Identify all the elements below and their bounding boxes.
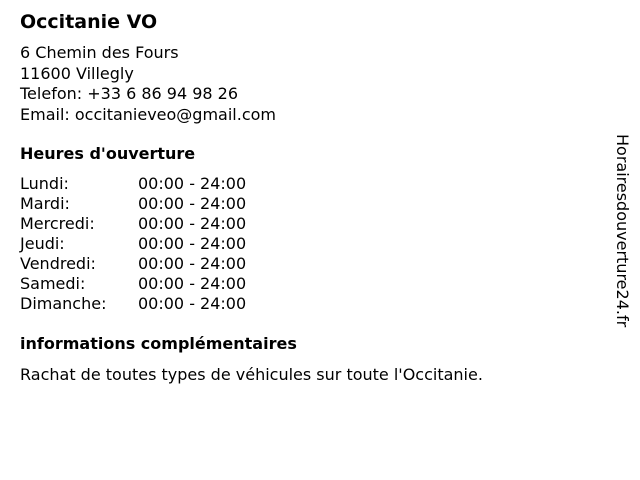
day-label: Samedi: (20, 274, 86, 293)
opening-hours-table (20, 174, 246, 314)
hours-row-wednesday (20, 214, 246, 234)
day-label: Dimanche: (20, 294, 107, 313)
hours-row-thursday (20, 234, 246, 254)
hours-row-friday (20, 254, 246, 274)
time-range: 00:00 - 24:00 (138, 194, 247, 213)
opening-hours-heading: Heures d'ouverture (20, 144, 196, 163)
day-label: Jeudi: (20, 234, 65, 253)
time-range: 00:00 - 24:00 (138, 294, 247, 313)
day-label: Vendredi: (20, 254, 96, 273)
time-range: 00:00 - 24:00 (138, 214, 247, 233)
day-label: Mardi: (20, 194, 70, 213)
hours-row-saturday (20, 274, 246, 294)
day-label: Mercredi: (20, 214, 95, 233)
time-range: 00:00 - 24:00 (138, 174, 247, 193)
hours-row-sunday (20, 294, 246, 314)
site-watermark: Horairesdouverture24.fr (613, 134, 632, 328)
time-range: 00:00 - 24:00 (138, 234, 247, 253)
street-address: 6 Chemin des Fours (20, 43, 179, 62)
business-name: Occitanie VO (20, 11, 158, 33)
contact-block (20, 43, 276, 125)
hours-row-tuesday (20, 194, 246, 214)
city-address: 11600 Villegly (20, 63, 134, 83)
time-range: 00:00 - 24:00 (138, 254, 247, 273)
phone-number: Telefon: +33 6 86 94 98 26 (20, 84, 239, 103)
email-address: Email: occitanieveo@gmail.com (20, 104, 276, 124)
time-range: 00:00 - 24:00 (138, 274, 247, 293)
additional-info-text: Rachat de toutes types de véhicules sur toute l'Occitanie. (20, 365, 483, 384)
hours-row-monday (20, 174, 246, 194)
day-label: Lundi: (20, 174, 69, 193)
additional-info-heading: informations complémentaires (20, 334, 297, 353)
